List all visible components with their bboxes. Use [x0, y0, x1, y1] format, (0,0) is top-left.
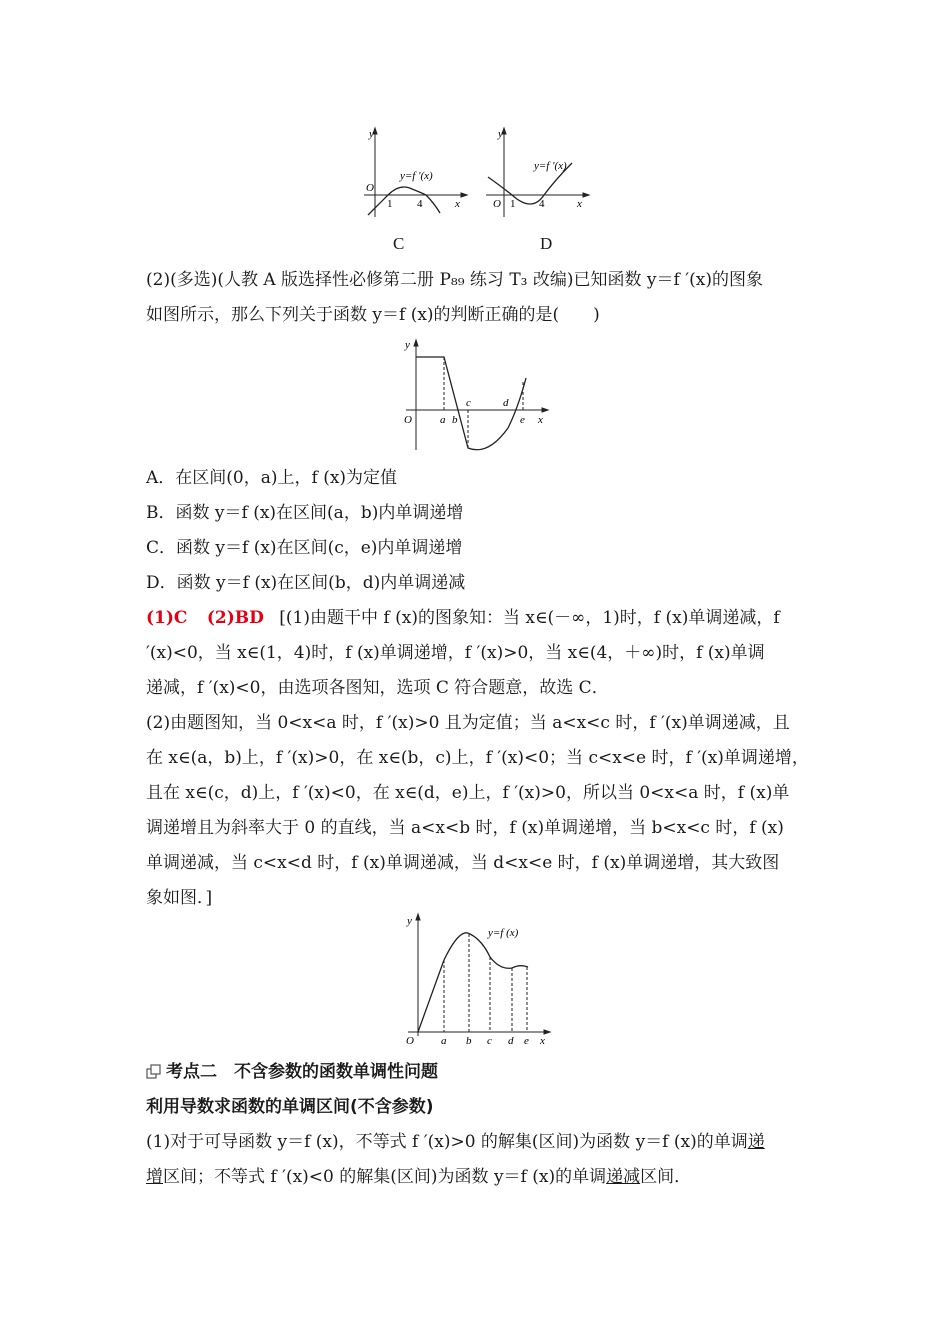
option-c: C．函数 y＝f (x)在区间(c，e)内单调递增: [146, 538, 463, 558]
fig-d-tick-4: 4: [539, 198, 545, 210]
section-title: 考点二 不含参数的函数单调性问题: [166, 1062, 438, 1082]
answer-line-8: 单调递减，当 c<x<d 时，f (x)单调递减，当 d<x<e 时，f (x)单调递增，其大致图: [146, 853, 780, 873]
section-subtitle: 利用导数求函数的单调区间(不含参数): [146, 1097, 434, 1117]
option-a: A．在区间(0，a)上，f (x)为定值: [146, 468, 398, 488]
p2-underline-1: 增: [146, 1167, 163, 1187]
answer-line-9: 象如图．]: [146, 888, 213, 908]
p1-underline: 递: [747, 1132, 765, 1152]
f-c-label: c: [487, 1035, 492, 1047]
fig-c-tick-4: 4: [417, 198, 423, 210]
fig-d-curve-label: y=f '(x): [534, 160, 567, 172]
section-paragraph-line-2: [146, 1165, 691, 1189]
deriv-a-label: a: [440, 414, 446, 426]
fig-d-y-label: y: [498, 128, 503, 140]
fig-c-tick-1: 1: [387, 198, 393, 210]
f-origin: O: [406, 1035, 414, 1047]
answer-line-7: 调递增且为斜率大于 0 的直线，当 a<x<b 时，f (x)单调递增，当 b<x<c 时，f (x): [146, 818, 784, 838]
section-icon: [146, 1064, 162, 1080]
answer-line-4: (2)由题图知，当 0<x<a 时，f ′(x)>0 且为定值；当 a<x<c 时，f ′(x)单调递减，且: [146, 713, 790, 733]
answer-1: (1)C: [146, 608, 188, 628]
f-x-label: x: [540, 1035, 545, 1047]
fig-c-x-label: x: [455, 198, 460, 210]
f-b-label: b: [466, 1035, 472, 1047]
deriv-y-label: y: [405, 339, 410, 351]
function-graph: [400, 912, 555, 1047]
fig-d-caption: D: [540, 234, 553, 253]
deriv-c-label: c: [466, 397, 471, 409]
p2-text-end: 区间．: [640, 1167, 692, 1187]
answer-line-2: ′(x)<0，当 x∈(1，4)时，f (x)单调递增，f ′(x)>0，当 x∈(4，＋∞)时，f (x)单调: [146, 643, 765, 663]
answer-2: (2)BD: [206, 608, 264, 628]
fig-d-tick-1: 1: [510, 198, 516, 210]
option-d: D．函数 y＝f (x)在区间(b，d)内单调递减: [146, 573, 466, 593]
fig-c-caption: C: [393, 234, 405, 253]
fig-c-y-label: y: [369, 128, 374, 140]
deriv-origin: O: [404, 414, 412, 426]
deriv-e-label: e: [520, 414, 525, 426]
figure-c-graph: [360, 125, 470, 225]
option-b: B．函数 y＝f (x)在区间(a，b)内单调递增: [146, 503, 464, 523]
p1-text: (1)对于可导函数 y＝f (x)，不等式 f ′(x)>0 的解集(区间)为函数 y＝f (x)的单调: [146, 1132, 748, 1152]
f-e-label: e: [524, 1035, 529, 1047]
section-paragraph-line-1: [146, 1130, 765, 1154]
p2-underline-2: 递减: [606, 1167, 641, 1187]
answer-line-1: [146, 606, 780, 630]
figure-d-graph: [482, 125, 592, 225]
answer-line-5: 在 x∈(a，b)上，f ′(x)>0，在 x∈(b，c)上，f ′(x)<0；当 c<x<e 时，f ′(x)单调递增，: [146, 748, 809, 768]
fig-d-origin: O: [493, 198, 501, 210]
question-2-line-2: 如图所示，那么下列关于函数 y＝f (x)的判断正确的是( ): [146, 305, 600, 325]
deriv-x-label: x: [538, 414, 543, 426]
p2-text: 区间；不等式 f ′(x)<0 的解集(区间)为函数 y＝f (x)的单调: [163, 1167, 607, 1187]
f-y-label: y: [407, 915, 412, 927]
f-curve-label: y=f (x): [488, 927, 519, 939]
derivative-graph: [398, 338, 553, 458]
fig-c-curve-label: y=f '(x): [400, 170, 433, 182]
fig-c-origin: O: [366, 182, 374, 194]
fig-d-x-label: x: [577, 198, 582, 210]
question-2-line-1: (2)(多选)(人教 A 版选择性必修第二册 P₈₉ 练习 T₃ 改编)已知函数 y＝f ′(x)的图象: [146, 270, 763, 290]
deriv-d-label: d: [503, 397, 509, 409]
answer-line-6: 且在 x∈(c，d)上，f ′(x)<0，在 x∈(d，e)上，f ′(x)>0，所以当 0<x<a 时，f (x)单: [146, 783, 790, 803]
f-a-label: a: [441, 1035, 447, 1047]
answer-text-1: [(1)由题干中 f (x)的图象知：当 x∈(－∞，1)时，f (x)单调递减，f: [279, 608, 780, 628]
answer-line-3: 递减，f ′(x)<0，由选项各图知，选项 C 符合题意，故选 C．: [146, 678, 609, 698]
f-d-label: d: [508, 1035, 514, 1047]
deriv-b-label: b: [452, 414, 458, 426]
